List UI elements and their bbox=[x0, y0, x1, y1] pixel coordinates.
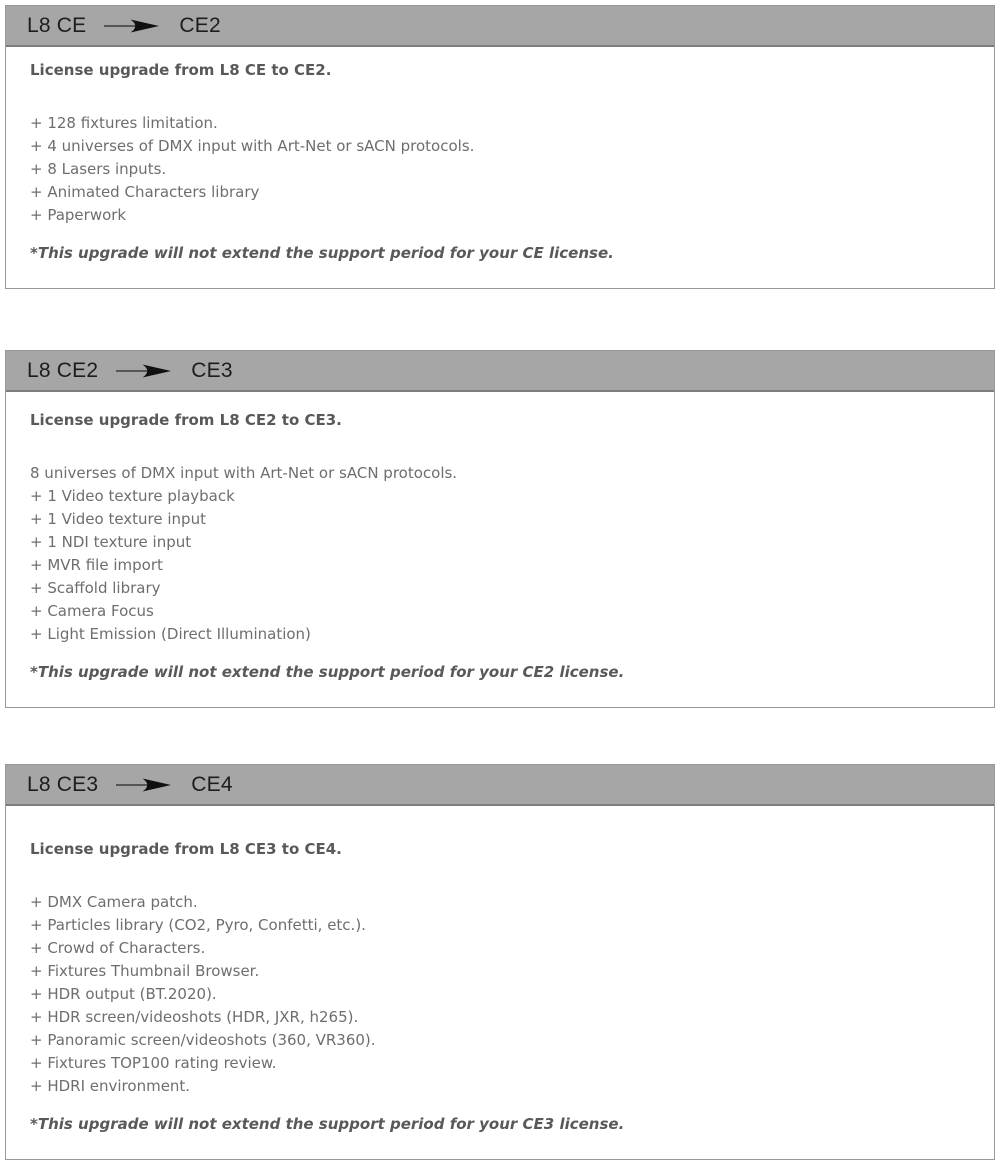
upgrade-heading: License upgrade from L8 CE3 to CE4. bbox=[30, 840, 342, 858]
support-note: *This upgrade will not extend the support period for your CE license. bbox=[30, 244, 614, 262]
panel-header bbox=[6, 351, 994, 392]
feature-item: + Scaffold library bbox=[30, 579, 161, 597]
feature-item: + MVR file import bbox=[30, 556, 163, 574]
right-arrow-icon bbox=[115, 363, 172, 379]
feature-item: + Fixtures Thumbnail Browser. bbox=[30, 962, 260, 980]
feature-item: + 128 fixtures limitation. bbox=[30, 114, 218, 132]
feature-item: + 8 Lasers inputs. bbox=[30, 160, 167, 178]
feature-item: + HDR output (BT.2020). bbox=[30, 985, 217, 1003]
panel-header bbox=[6, 765, 994, 806]
upgrade-panel-ce3-to-ce4 bbox=[5, 764, 995, 1160]
panel-body bbox=[6, 392, 994, 707]
feature-item: + 1 Video texture playback bbox=[30, 487, 235, 505]
upgrade-heading: License upgrade from L8 CE2 to CE3. bbox=[30, 411, 342, 429]
feature-item: + HDRI environment. bbox=[30, 1077, 191, 1095]
license-from-label: L8 CE2 bbox=[27, 358, 99, 382]
feature-item: + Camera Focus bbox=[30, 602, 154, 620]
feature-item: + Light Emission (Direct Illumination) bbox=[30, 625, 311, 643]
upgrade-panel-ce-to-ce2 bbox=[5, 5, 995, 289]
feature-item: + 1 NDI texture input bbox=[30, 533, 192, 551]
feature-item: + 4 universes of DMX input with Art-Net or sACN protocols. bbox=[30, 137, 475, 155]
right-arrow-icon bbox=[115, 777, 172, 793]
license-from-label: L8 CE bbox=[27, 13, 87, 37]
feature-list bbox=[30, 462, 970, 646]
feature-item: + Paperwork bbox=[30, 206, 127, 224]
license-to-label: CE2 bbox=[179, 13, 221, 37]
upgrade-heading: License upgrade from L8 CE to CE2. bbox=[30, 61, 332, 79]
feature-item: + Fixtures TOP100 rating review. bbox=[30, 1054, 277, 1072]
feature-item: 8 universes of DMX input with Art-Net or sACN protocols. bbox=[30, 464, 458, 482]
license-from-label: L8 CE3 bbox=[27, 772, 99, 796]
panel-header bbox=[6, 6, 994, 47]
feature-item: + DMX Camera patch. bbox=[30, 893, 198, 911]
feature-list bbox=[30, 891, 970, 1098]
feature-item: + Crowd of Characters. bbox=[30, 939, 206, 957]
license-to-label: CE3 bbox=[191, 358, 233, 382]
license-to-label: CE4 bbox=[191, 772, 233, 796]
feature-item: + HDR screen/videoshots (HDR, JXR, h265). bbox=[30, 1008, 359, 1026]
support-note: *This upgrade will not extend the support period for your CE2 license. bbox=[30, 663, 625, 681]
panel-body bbox=[6, 47, 994, 288]
feature-list bbox=[30, 112, 970, 227]
feature-item: + Animated Characters library bbox=[30, 183, 260, 201]
right-arrow-icon bbox=[103, 18, 160, 34]
feature-item: + 1 Video texture input bbox=[30, 510, 206, 528]
upgrade-panel-ce2-to-ce3 bbox=[5, 350, 995, 708]
support-note: *This upgrade will not extend the support period for your CE3 license. bbox=[30, 1115, 625, 1133]
feature-item: + Particles library (CO2, Pyro, Confetti, etc.). bbox=[30, 916, 366, 934]
panel-body bbox=[6, 806, 994, 1159]
feature-item: + Panoramic screen/videoshots (360, VR360). bbox=[30, 1031, 376, 1049]
